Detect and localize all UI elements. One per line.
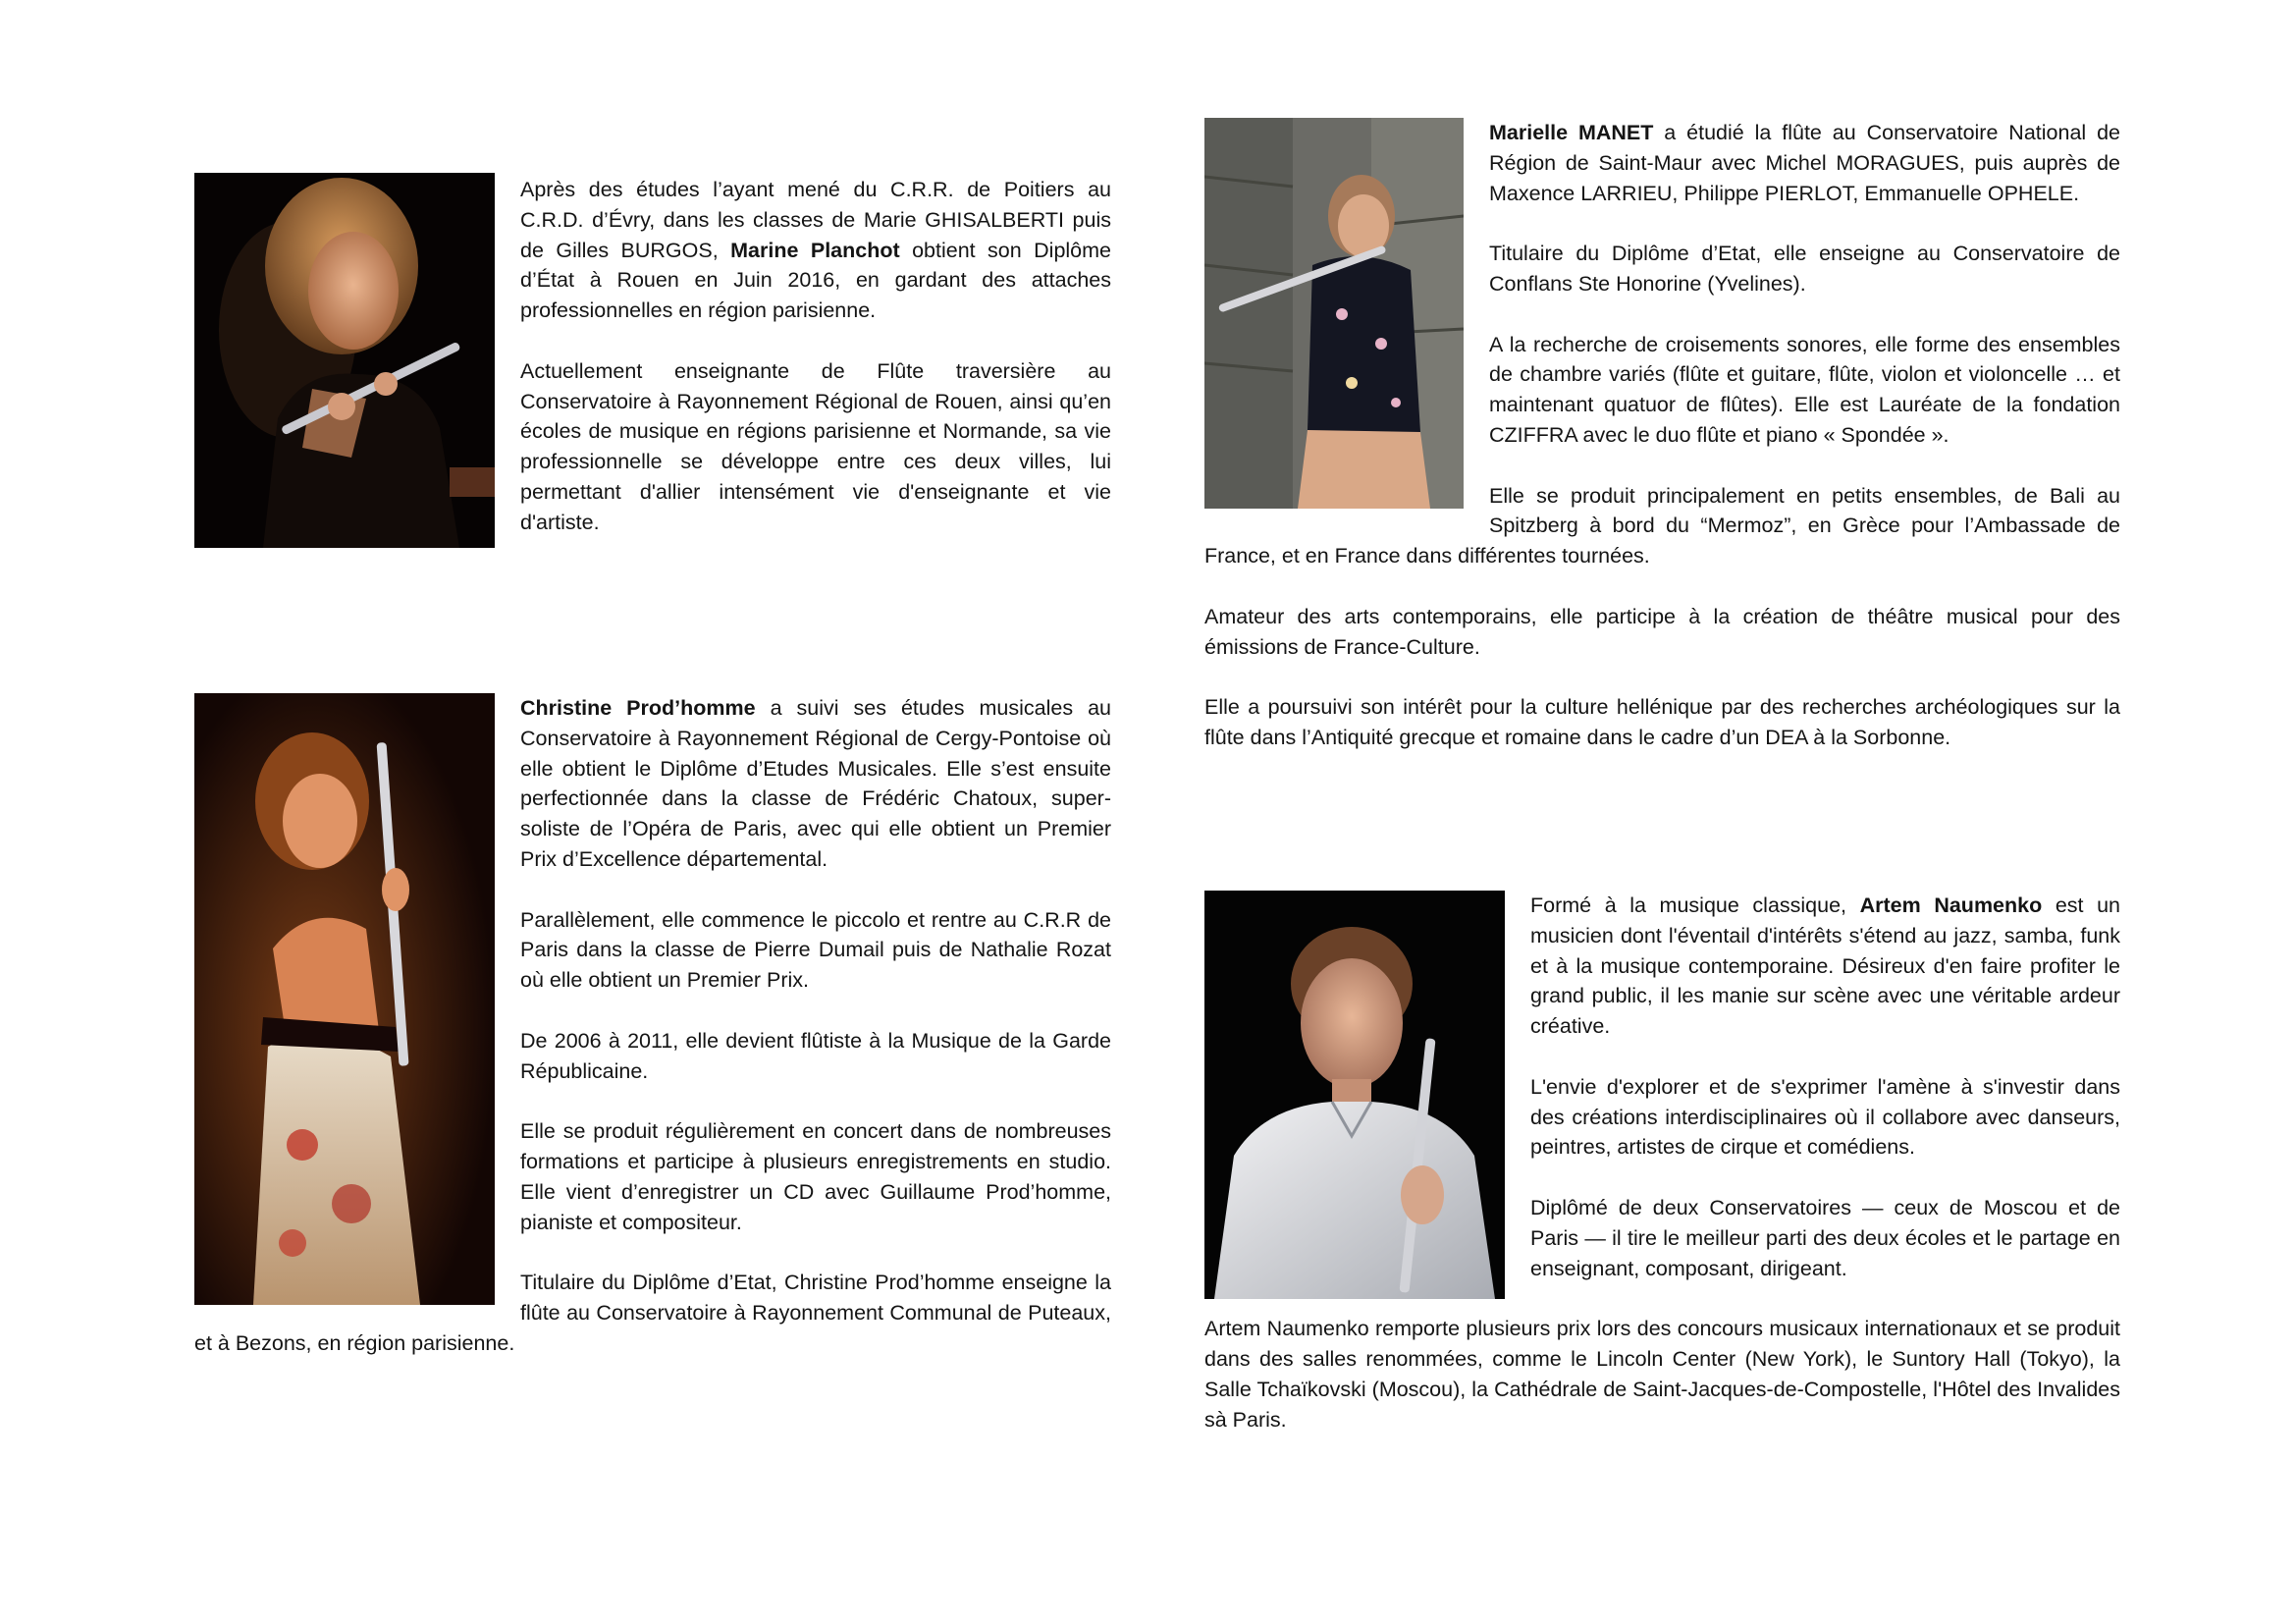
marielle-paragraph-1: Marielle MANET a étudié la flûte au Conservatoire National de Région de Saint-Maur avec Michel MORAGUES, puis auprès de Maxence LARRIEU, Philippe PIERLOT, Emmanuelle OPHELE. xyxy=(1489,121,2120,205)
photo-christine-illustration xyxy=(194,693,495,1305)
marielle-paragraph-2: Titulaire du Diplôme d’Etat, elle enseigne au Conservatoire de Conflans Ste Honorine (Yvelines). xyxy=(1489,242,2120,296)
christine-name: Christine Prod’homme xyxy=(520,696,756,720)
christine-paragraph-3: De 2006 à 2011, elle devient flûtiste à la Musique de la Garde Républicaine. xyxy=(520,1028,1111,1083)
bio-marine-planchot xyxy=(194,175,1111,558)
christine-paragraph-1: Christine Prod’homme a suivi ses études musicales au Conservatoire à Rayonnement Régional de Cergy-Pontoise où elle obtient le Diplôme d’Etudes Musicales. Elle s’est ensuite perfectionnée dans la classe de Frédéric Chatoux, super-soliste de l’Opéra de Paris, avec qui elle obtient un Premier Prix d’Excellence départemental. xyxy=(520,696,1111,871)
christine-paragraph-4: Elle se produit régulièrement en concert dans de nombreuses formations et participe à plusieurs enregistrements en studio. Elle vient d’enregistrer un CD avec Guillaume Prod’homme, pianiste et compositeur. xyxy=(520,1119,1111,1234)
marine-name: Marine Planchot xyxy=(730,238,900,262)
photo-artem-illustration xyxy=(1204,891,1505,1299)
photo-marielle-manet xyxy=(1204,118,1464,509)
photo-marine-planchot xyxy=(194,173,495,548)
photo-artem-naumenko xyxy=(1204,891,1505,1299)
marielle-paragraph-4: Elle se produit principalement en petits ensembles, de Bali au Spitzberg à bord du “Mermoz”, en Grèce pour l’Ambassade de France, et en France dans différentes tournées. xyxy=(1204,483,2120,568)
marielle-paragraph-3: A la recherche de croisements sonores, elle forme des ensembles de chambre variés (flûte et guitare, flûte, violon et violoncelle … et maintenant quatuor de flûtes). Elle est Lauréate de la fondation CZIFFRA avec le duo flûte et piano « Spondée ». xyxy=(1489,332,2120,447)
christine-paragraph-5: Titulaire du Diplôme d’Etat, Christine Prod’homme enseigne la flûte au Conservatoire à Rayonnement Communal de Puteaux, et à Bezons, en région parisienne. xyxy=(194,1271,1111,1355)
artem-paragraph-1: Formé à la musique classique, Artem Naumenko est un musicien dont l'éventail d'intérêts s'étend au jazz, samba, funk et à la musique contemporaine. Désireux d'en faire profiter le grand public, il les manie sur scène avec une véritable ardeur créative. xyxy=(1530,893,2121,1039)
christine-paragraph-2: Parallèlement, elle commence le piccolo et rentre au C.R.R de Paris dans la classe de Pierre Dumail puis de Nathalie Rozat où elle obtient un Premier Prix. xyxy=(520,907,1111,993)
bio-artem-naumenko xyxy=(1204,891,2120,1435)
artem-paragraph-4: Artem Naumenko remporte plusieurs prix lors des concours musicaux internationaux et se produit dans des salles renommées, comme le Lincoln Center (New York), le Suntory Hall (Tokyo), la Salle Tchaïkovski (Moscou), la Cathédrale de Saint-Jacques-de-Compostelle, l'Hôtel des Invalides sà Paris. xyxy=(1204,1317,2120,1432)
artem-paragraph-2: L'envie d'explorer et de s'exprimer l'amène à s'investir dans des créations interdisciplinaires où il collabore avec danseurs, peintres, artistes de cirque et comédiens. xyxy=(1530,1074,2120,1160)
bio-christine-prodhomme xyxy=(194,693,1111,1359)
marine-paragraph-2: Actuellement enseignante de Flûte traversière au Conservatoire à Rayonnement Régional de Rouen, ainsi qu’en écoles de musique en régions parisienne et Normande, sa vie professionnelle se développe entre ces deux villes, lui permettant d'allier intensément vie d'enseignante et vie d'artiste. xyxy=(520,358,1111,534)
photo-christine-prodhomme xyxy=(194,693,495,1305)
marine-paragraph-1: Après des études l’ayant mené du C.R.R. de Poitiers au C.R.D. d’Évry, dans les classes de Marie GHISALBERTI puis de Gilles BURGOS, Marine Planchot obtient son Diplôme d’État à Rouen en Juin 2016, en gardant des attaches professionnelles en région parisienne. xyxy=(520,178,1112,323)
bio-marielle-manet xyxy=(1204,118,2120,753)
photo-marine-illustration xyxy=(194,173,495,548)
artem-paragraph-3: Diplômé de deux Conservatoires — ceux de Moscou et de Paris — il tire le meilleur parti des deux écoles et le partage en enseignant, composant, dirigeant. xyxy=(1530,1195,2120,1280)
photo-marielle-illustration xyxy=(1204,118,1464,509)
marielle-paragraph-6: Elle a poursuivi son intérêt pour la culture hellénique par des recherches archéologiques sur la flûte dans l’Antiquité grecque et romaine dans le cadre d’un DEA à la Sorbonne. xyxy=(1204,695,2120,749)
artem-name: Artem Naumenko xyxy=(1859,893,2043,917)
marielle-name: Marielle MANET xyxy=(1489,121,1654,144)
marielle-paragraph-5: Amateur des arts contemporains, elle participe à la création de théâtre musical pour des émissions de France-Culture. xyxy=(1204,604,2120,659)
